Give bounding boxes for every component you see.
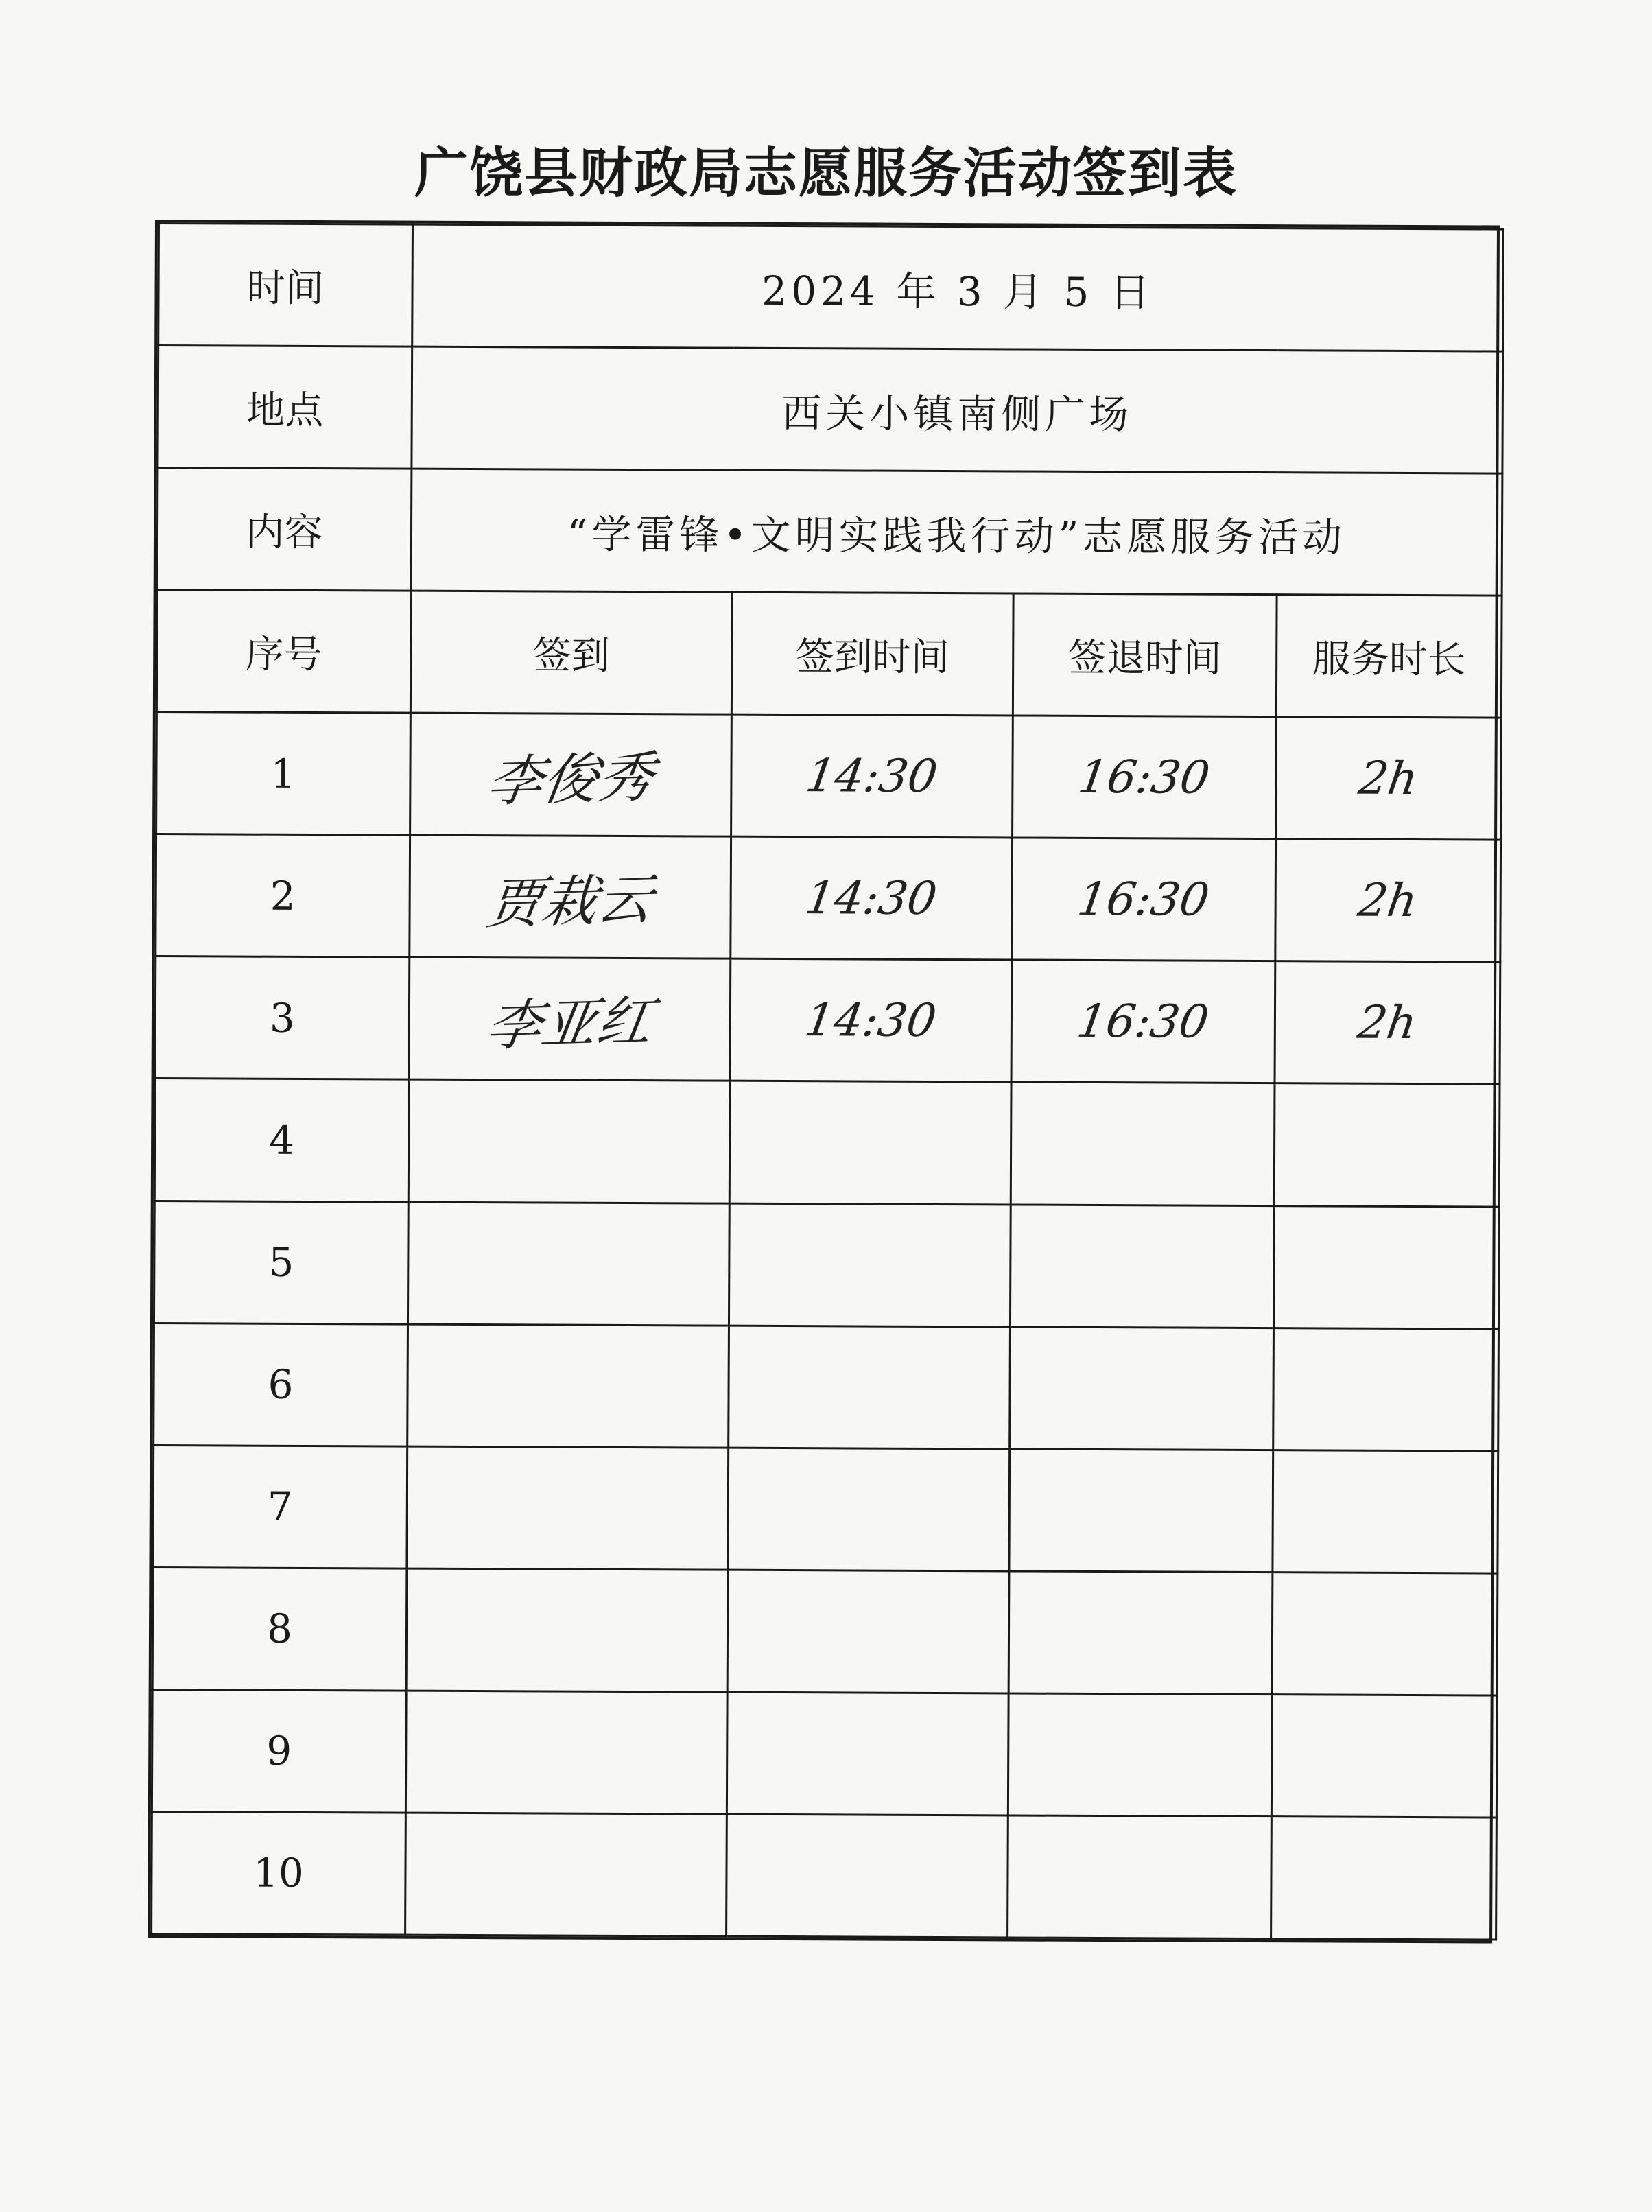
duration-cell xyxy=(1276,717,1502,840)
signature-cell xyxy=(410,713,732,836)
duration-cell xyxy=(1273,1205,1499,1328)
signature-cell xyxy=(408,1324,729,1448)
duration-cell xyxy=(1272,1572,1498,1695)
sign-in-time-cell xyxy=(729,1081,1011,1205)
table-row xyxy=(153,1445,1498,1573)
signature-cell xyxy=(410,835,731,958)
row-number: 5 xyxy=(154,1201,408,1324)
sign-out-time-cell xyxy=(1011,1082,1275,1205)
time-row xyxy=(158,224,1504,352)
sign-out-time-cell xyxy=(1009,1449,1273,1573)
time-label: 时间 xyxy=(158,224,413,347)
handwritten-signature: 李亚红 xyxy=(481,989,657,1059)
sign-in-time-cell xyxy=(731,714,1013,838)
table-row xyxy=(152,1567,1498,1695)
place-value: 西关小镇南侧广场 xyxy=(412,346,1503,473)
table-row xyxy=(154,1201,1499,1329)
duration: 2h xyxy=(1356,751,1421,805)
row-number: 2 xyxy=(156,834,410,958)
duration-cell xyxy=(1273,1328,1499,1450)
sign-in-time-cell xyxy=(730,959,1012,1083)
signature-cell xyxy=(407,1446,729,1570)
sign-in-time-cell xyxy=(729,1203,1011,1327)
signature-cell xyxy=(405,1813,727,1936)
row-number: 10 xyxy=(152,1811,406,1935)
signature-cell xyxy=(408,1202,729,1326)
sign-out-time-cell xyxy=(1008,1693,1272,1817)
content-label: 内容 xyxy=(157,468,412,591)
signature-cell xyxy=(405,1691,727,1814)
table-row xyxy=(152,1811,1497,1940)
signature-cell xyxy=(409,958,731,1081)
table-row xyxy=(152,1689,1497,1817)
row-number: 3 xyxy=(155,956,410,1080)
duration-cell xyxy=(1275,961,1500,1084)
header-sign-out-time: 签退时间 xyxy=(1013,593,1277,717)
handwritten-signature: 贾栽云 xyxy=(482,867,657,937)
page-title: 广饶县财政局志愿服务活动签到表 xyxy=(414,143,1238,204)
sign-out-time: 16:30 xyxy=(1074,995,1213,1049)
row-number: 9 xyxy=(152,1689,406,1813)
duration-cell xyxy=(1271,1816,1497,1940)
sign-in-time-cell xyxy=(728,1448,1010,1571)
header-no: 序号 xyxy=(156,590,411,714)
sign-out-time-cell xyxy=(1011,960,1275,1083)
header-duration: 服务时长 xyxy=(1276,595,1502,718)
sign-in-table xyxy=(150,222,1504,1941)
row-number: 6 xyxy=(154,1323,408,1446)
content-row xyxy=(157,468,1502,596)
duration-cell xyxy=(1275,839,1501,962)
sign-out-time-cell xyxy=(1010,1327,1274,1450)
sign-out-time-cell xyxy=(1010,1204,1274,1328)
sign-out-time: 16:30 xyxy=(1074,873,1213,927)
sign-in-time: 14:30 xyxy=(803,749,941,803)
sign-out-time-cell xyxy=(1012,838,1276,961)
sign-out-time-cell xyxy=(1013,716,1277,839)
sign-in-time-cell xyxy=(731,836,1013,960)
sign-in-time: 14:30 xyxy=(802,871,941,926)
duration: 2h xyxy=(1354,996,1421,1050)
table-row xyxy=(154,1079,1500,1207)
duration-cell xyxy=(1273,1450,1498,1573)
row-number: 4 xyxy=(154,1079,409,1202)
sign-out-time: 16:30 xyxy=(1075,751,1214,804)
signature-cell xyxy=(408,1080,730,1203)
content-value: “学雷锋•文明实践我行动”志愿服务活动 xyxy=(411,469,1502,596)
row-number: 7 xyxy=(153,1445,408,1568)
row-number: 1 xyxy=(156,712,411,836)
sign-in-time-cell xyxy=(727,1692,1008,1815)
header-row xyxy=(156,590,1502,718)
sign-in-time-cell xyxy=(727,1814,1008,1938)
place-label: 地点 xyxy=(158,346,412,469)
table-row xyxy=(154,1323,1499,1451)
table-row xyxy=(156,834,1501,963)
row-number: 8 xyxy=(152,1567,407,1691)
header-sign: 签到 xyxy=(410,591,732,714)
sign-out-time-cell xyxy=(1008,1815,1272,1939)
signature-cell xyxy=(406,1568,728,1692)
table-row xyxy=(156,712,1502,840)
table-row xyxy=(155,956,1500,1085)
sign-out-time-cell xyxy=(1008,1571,1273,1695)
duration-cell xyxy=(1274,1083,1500,1206)
time-value: 2024 年 3 月 5 日 xyxy=(412,224,1504,351)
sign-in-time-cell xyxy=(729,1326,1011,1449)
handwritten-signature: 李俊秀 xyxy=(482,745,658,814)
sign-in-time: 14:30 xyxy=(801,993,941,1048)
header-sign-in-time: 签到时间 xyxy=(731,592,1013,716)
duration-cell xyxy=(1271,1694,1497,1817)
duration: 2h xyxy=(1355,874,1421,928)
sign-in-time-cell xyxy=(727,1570,1009,1693)
place-row xyxy=(158,346,1503,474)
sign-in-sheet xyxy=(148,220,1500,1944)
